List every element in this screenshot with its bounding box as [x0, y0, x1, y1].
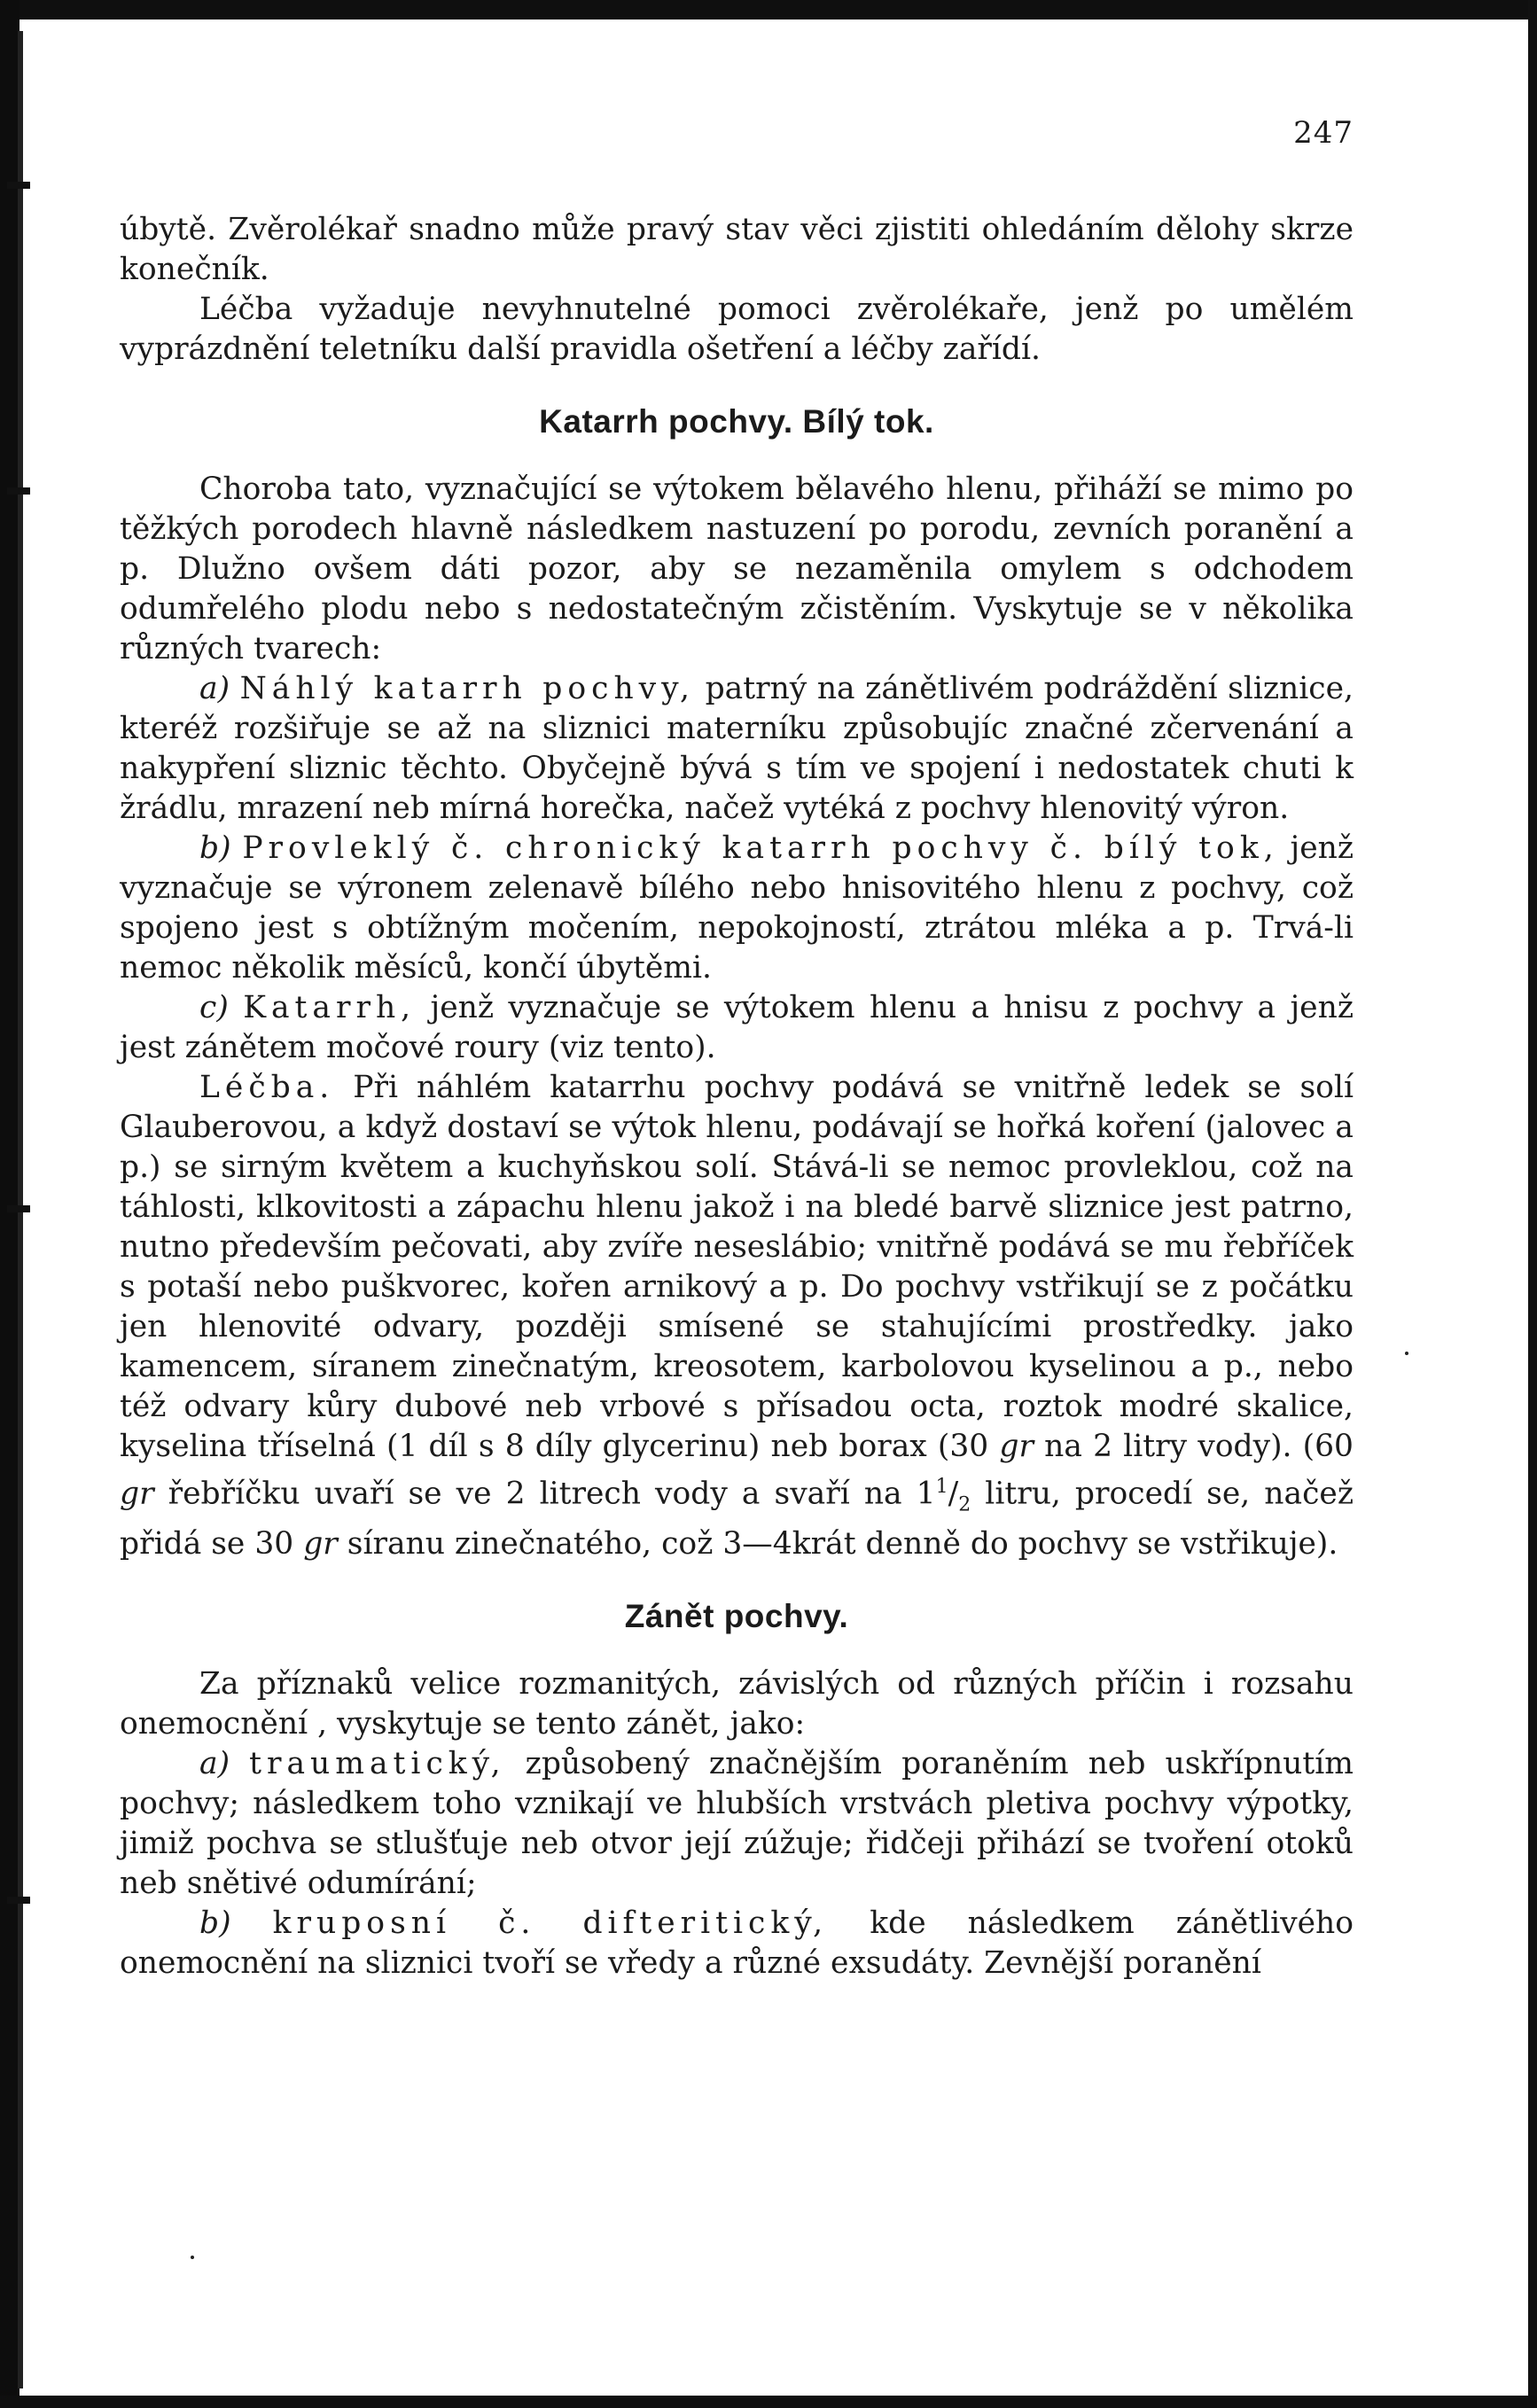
- item-text: kde následkem zánětlivého onemocnění na sliznici tvoří se vředy a různé exsudáty. Zevnější poranění: [120, 1905, 1354, 1982]
- fraction-numerator: 1: [935, 1476, 948, 1498]
- paragraph: Za příznaků velice rozmanitých, závislých od různých příčin i rozsahu onemocnění , vyskytuje se tento zánět, jako:: [120, 1666, 1354, 1742]
- paragraph: [120, 290, 1354, 370]
- scan-border-right: [1528, 0, 1537, 2408]
- item-term: traumatický,: [249, 1746, 506, 1782]
- paragraph: úbytě. Zvěrolékař snadno může pravý stav věci zjistiti ohledáním dělohy skrze konečník.: [120, 212, 1354, 287]
- unit-gr: gr: [999, 1429, 1034, 1464]
- item-label: a): [199, 1746, 230, 1782]
- main-text: [120, 210, 1354, 1983]
- therapy-text: síranu zinečnatého, což 3—4krát denně do pochvy se vstřikuje).: [347, 1526, 1338, 1562]
- therapy-label: Léčba.: [199, 1070, 335, 1105]
- item-label: b): [199, 1905, 231, 1942]
- binding-mark: [7, 182, 30, 189]
- item-term: Náhlý katarrh pochvy,: [239, 671, 696, 706]
- item-text: jenž vyznačuje se výtokem hlenu a hnisu z pochvy a jenž jest zánětem močové roury (viz tento).: [120, 990, 1354, 1065]
- paragraph: Léčba. Při náhlém katarrhu pochvy podává se vnitřně ledek se solí Glauberovou, a když dostaví se výtok hlenu, podávají se hořká koření (jalovec a p.) se sirným květem a kuchyňskou solí. Stává-li se nemoc provleklou, což na táhlosti, klkovitosti a zápachu hlenu jakož i na bledé barvě sliznice jest patrno, nutno především pečovati, aby zvíře neseslábio; vnitřně podává se mu řebříček s potaší nebo puškvorec, kořen arnikový a p. Do pochvy vstřikují se z počátku jen hlenovité odvary, později smísené se stahujícími prostředky. jako kamencem, síranem zinečnatým, kreosotem, karbolovou kyselinou a p., nebo též odvary kůry dubové neb vrbové s přísadou octa, roztok modré skalice, kyselina tříselná (1 díl s 8 díly glycerinu) neb borax (30 gr na 2 litry vody). (60 gr řebříčku uvaří se ve 2 litrech vody a svaří na $1^1/_2$ litru, procedí se, načež přidá se 30 gr síranu zinečnatého, což 3—4krát denně do pochvy se vstřikuje).: [120, 1070, 1354, 1562]
- binding-mark: [7, 1897, 30, 1904]
- list-item: [120, 1904, 1354, 1983]
- item-text: patrný na zánětlivém podráždění sliznice, kteréž rozšiřuje se až na sliznici materníku způsobujíc značné zčervenání a nakypření sliznic těchto. Obyčejně bývá s tím ve spojení i nedostatek chuti k žrádlu, mrazení neb mírná horečka, načež vytéká z pochvy hlenovitý výron.: [120, 671, 1354, 826]
- item-label: b): [199, 830, 231, 866]
- list-item: [120, 669, 1354, 829]
- scan-speck: [191, 2256, 194, 2259]
- item-label: c): [199, 990, 229, 1025]
- scan-speck: [1405, 1352, 1408, 1355]
- therapy-text: řebříčku uvaří se ve 2 litrech vody a svaří na 1: [168, 1476, 936, 1512]
- item-text: jenž vyznačuje se výronem zelenavě bílého nebo hnisovitého hlenu z pochvy, což spojeno jest s obtížným močením, nepokojností, ztrátou mléka a p. Trvá-li nemoc několik měsíců, končí úbytěmi.: [120, 830, 1354, 986]
- item-text: způsobený značnějším poraněním neb uskřípnutím pochvy; následkem toho vznikají ve hlubších vrstvách pletiva pochvy výpotky, jimiž pochva se stlušťuje neb otvor její zúžuje; řidčeji přihází se tvoření otoků neb snětivé odumírání;: [120, 1746, 1354, 1902]
- scan-border-left: [0, 0, 20, 2408]
- item-term: kruposní č. difteritický,: [272, 1905, 829, 1942]
- list-item: [120, 1744, 1354, 1904]
- unit-gr: gr: [303, 1526, 338, 1562]
- section-heading: Zánět pochvy.: [624, 1598, 849, 1635]
- therapy-text: na 2 litry vody). (60: [1044, 1429, 1354, 1464]
- unit-gr: gr: [120, 1476, 154, 1512]
- section-heading: Katarrh pochvy. Bílý tok.: [539, 403, 934, 440]
- list-item: [120, 829, 1354, 988]
- fraction-denominator: 2: [958, 1493, 971, 1516]
- item-label: a): [199, 671, 230, 706]
- list-item: [120, 988, 1354, 1068]
- scan-border-top: [0, 0, 1537, 19]
- scan-border-bottom: [0, 2396, 1537, 2408]
- paragraph-text: Léčba vyžaduje nevyhnutelné pomoci zvěrolékaře, jenž po umělém vyprázdnění teletníku další pravidla ošetření a léčby zařídí.: [120, 292, 1354, 367]
- paragraph: Choroba tato, vyznačující se výtokem bělavého hlenu, přiháží se mimo po těžkých porodech hlavně následkem nastuzení po porodu, zevních poranění a p. Dlužno ovšem dáti pozor, aby se nezaměnila omylem s odchodem odumřelého plodu nebo s nedostatečným zčistěním. Vyskytuje se v několika různých tvarech:: [120, 471, 1354, 666]
- page-number: 247: [1293, 115, 1354, 151]
- item-term: Katarrh,: [243, 990, 417, 1025]
- binding-mark: [7, 1205, 30, 1212]
- therapy-text: Při náhlém katarrhu pochvy podává se vnitřně ledek se solí Glauberovou, a když dostaví se výtok hlenu, podávají se hořká koření (jalovec a p.) se sirným květem a kuchyňskou solí. Stává-li se nemoc provleklou, což na táhlosti, klkovitosti a zápachu hlenu jakož i na bledé barvě sliznice jest patrno, nutno především pečovati, aby zvíře neseslábio; vnitřně podává se mu řebříček s potaší nebo puškvorec, kořen arnikový a p. Do pochvy vstřikují se z počátku jen hlenovité odvary, později smísené se stahujícími prostředky. jako kamencem, síranem zinečnatým, kreosotem, karbolovou kyselinou a p., nebo též odvary kůry dubové neb vrbové s přísadou octa, roztok modré skalice, kyselina tříselná (1 díl s 8 díly glycerinu) neb borax (30: [120, 1070, 1354, 1464]
- binding-mark: [7, 487, 30, 495]
- therapy-text: litru, procedí se, načež přidá se 30: [120, 1476, 1354, 1562]
- item-term: Provleklý č. chronický katarrh pochvy č. bílý tok,: [242, 830, 1279, 866]
